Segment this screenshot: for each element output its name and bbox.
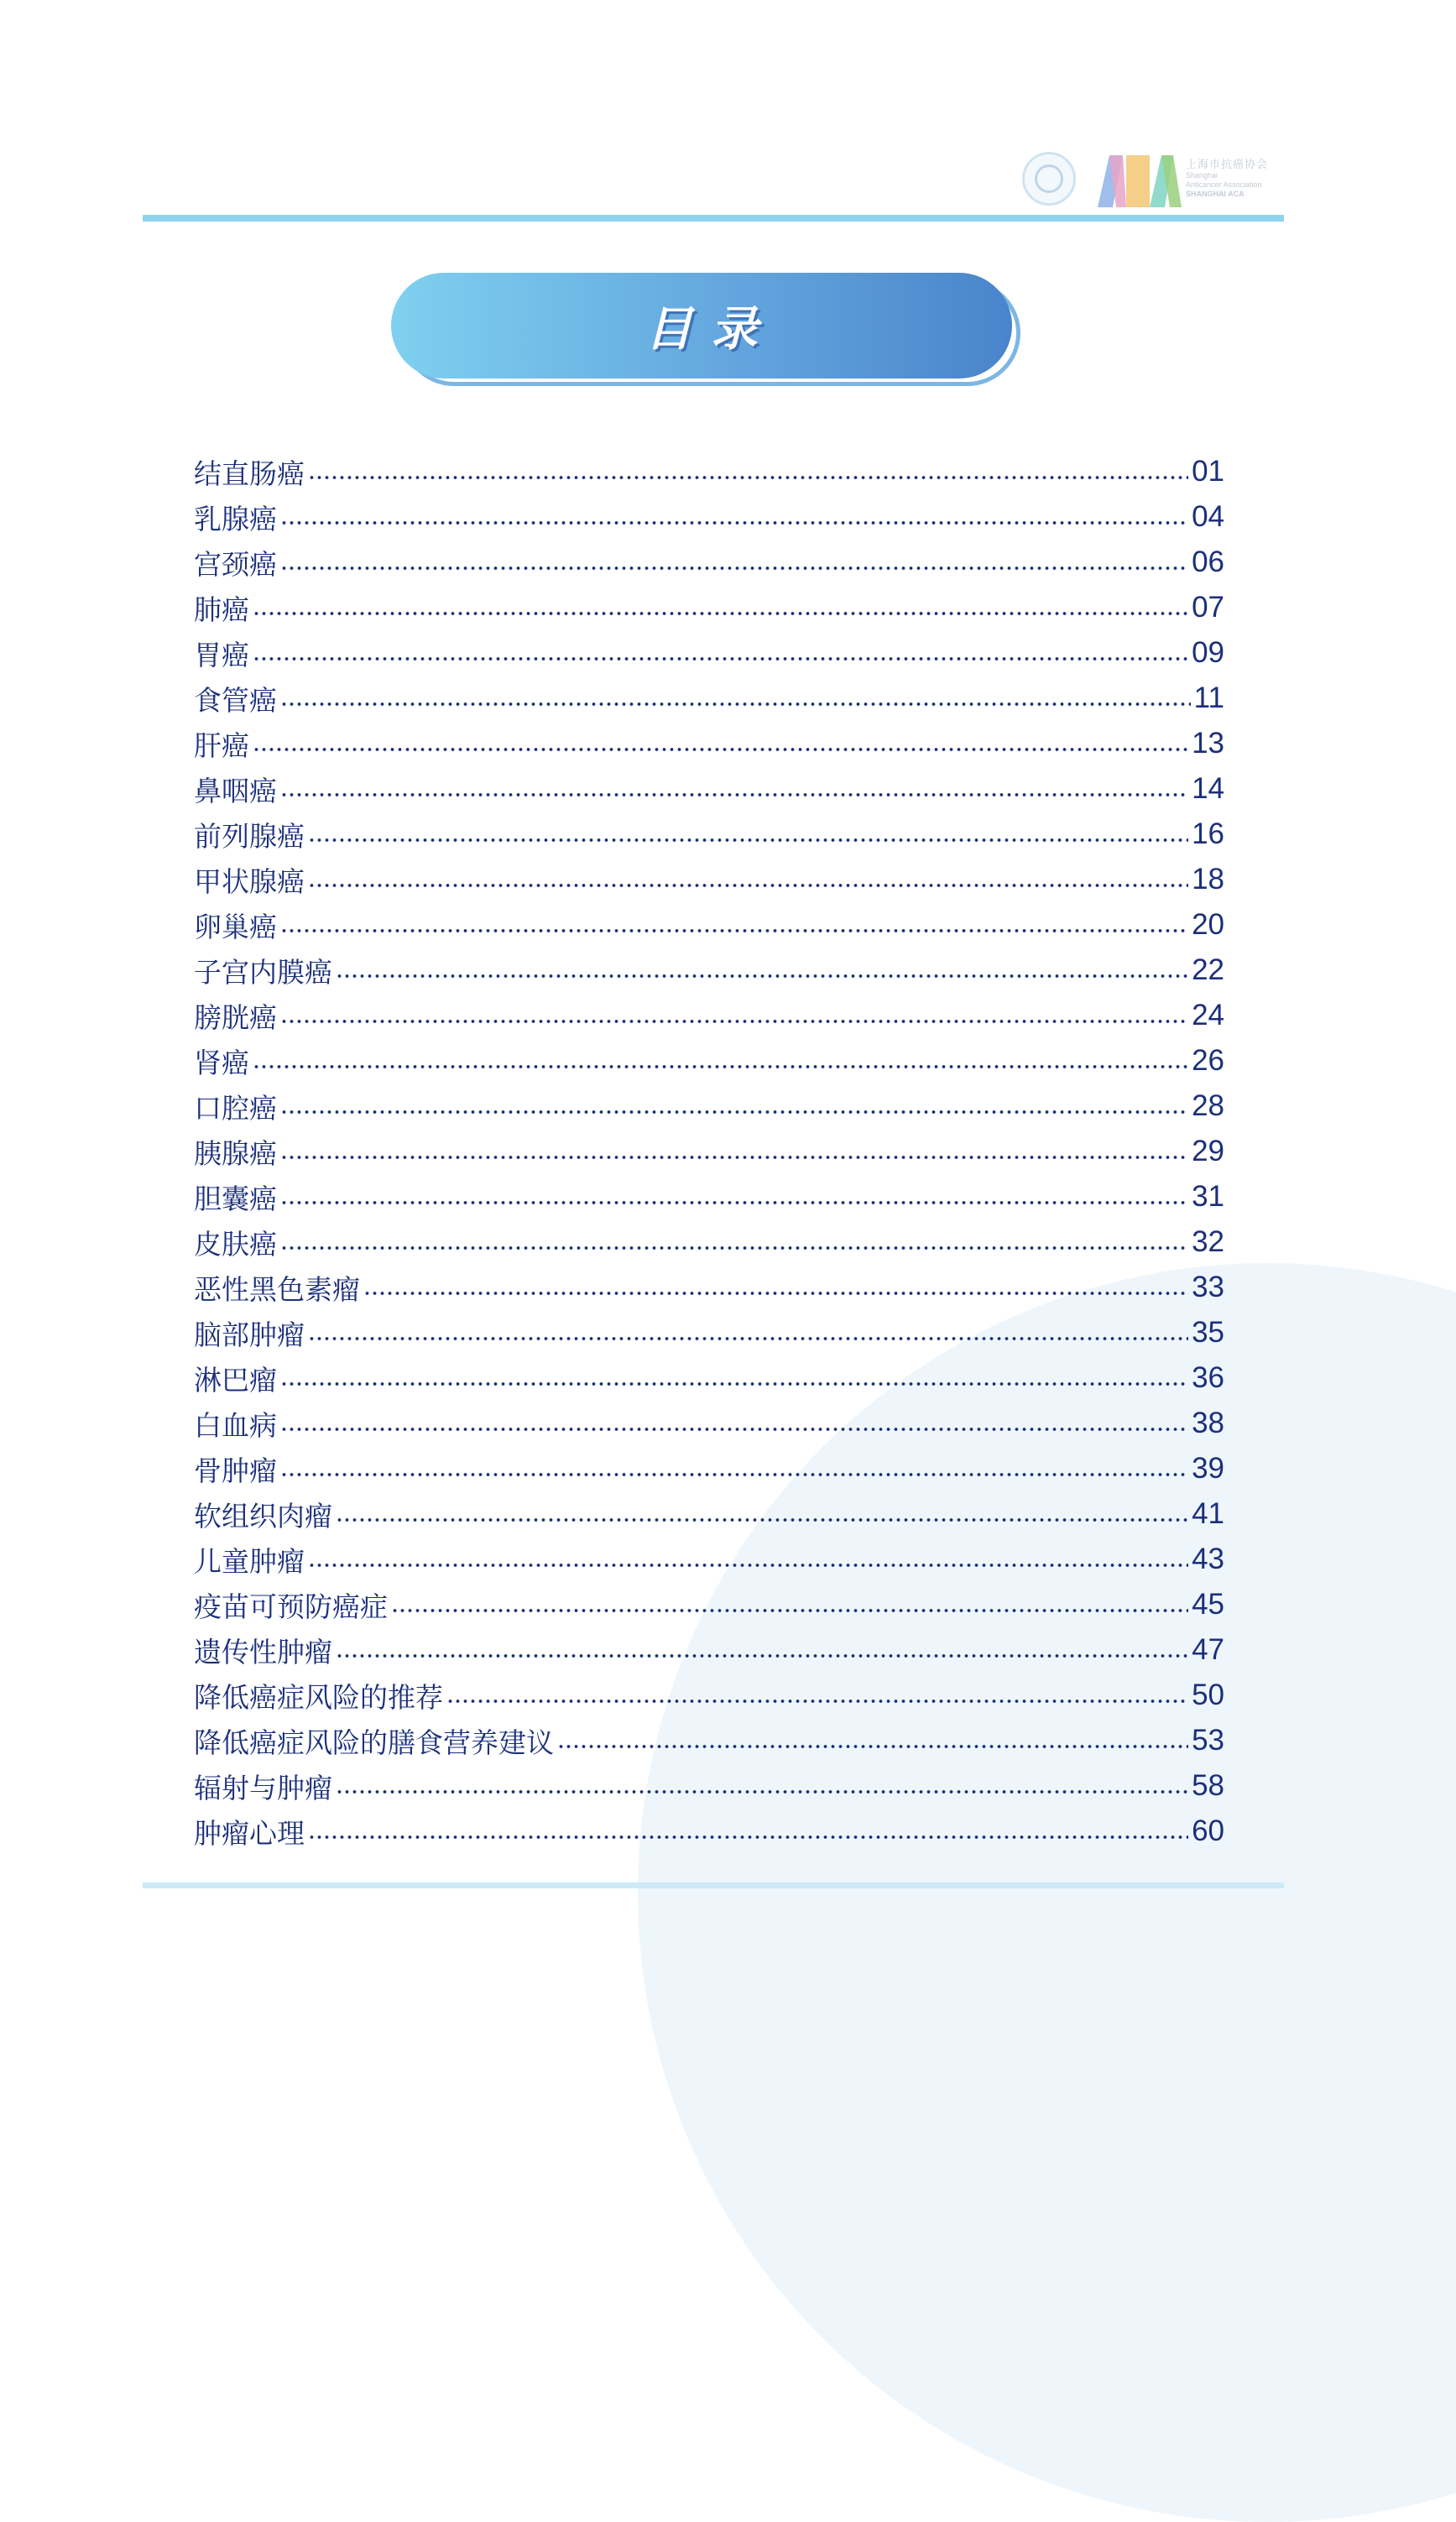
toc-entry[interactable] — [194, 449, 1224, 494]
toc-entry-page-number: 01 — [1192, 455, 1224, 488]
toc-entry-title: 子宫内膜癌 — [194, 955, 332, 989]
toc-entry-page-number: 53 — [1192, 1724, 1224, 1757]
toc-entry[interactable] — [194, 1718, 1224, 1763]
aca-logo-icon — [1098, 155, 1182, 207]
toc-entry[interactable] — [194, 1038, 1224, 1083]
toc-dot-leader — [336, 1518, 1188, 1522]
toc-entry-title: 口腔癌 — [194, 1091, 277, 1125]
toc-dot-leader — [280, 1382, 1188, 1386]
toc-entry-page-number: 28 — [1192, 1089, 1224, 1122]
toc-entry-page-number: 14 — [1192, 772, 1224, 805]
toc-entry-page-number: 50 — [1192, 1679, 1224, 1711]
toc-dot-leader — [363, 1292, 1188, 1295]
toc-dot-leader — [308, 1337, 1188, 1340]
toc-entry-title: 皮肤癌 — [194, 1227, 277, 1261]
toc-dot-leader — [336, 974, 1188, 978]
toc-entry-page-number: 29 — [1192, 1135, 1224, 1167]
toc-entry-page-number: 33 — [1192, 1271, 1224, 1303]
toc-entry-title: 恶性黑色素瘤 — [194, 1272, 360, 1306]
toc-entry[interactable] — [194, 1627, 1224, 1673]
toc-entry-page-number: 58 — [1192, 1769, 1224, 1802]
toc-entry-title: 白血病 — [194, 1408, 277, 1442]
toc-entry-title: 胃癌 — [194, 638, 249, 671]
toc-entry-page-number: 20 — [1192, 908, 1224, 941]
toc-entry-title: 脑部肿瘤 — [194, 1318, 305, 1351]
toc-dot-leader — [253, 612, 1188, 615]
toc-entry-title: 前列腺癌 — [194, 819, 305, 853]
toc-entry-title: 胰腺癌 — [194, 1136, 277, 1170]
toc-entry[interactable] — [194, 1537, 1224, 1582]
toc-entry[interactable] — [194, 1446, 1224, 1491]
toc-entry-title: 肾癌 — [194, 1046, 249, 1079]
toc-entry-title: 结直肠癌 — [194, 457, 305, 490]
toc-entry-title: 肺癌 — [194, 593, 249, 626]
toc-entry[interactable] — [194, 766, 1224, 812]
toc-entry[interactable] — [194, 857, 1224, 902]
toc-entry[interactable] — [194, 1129, 1224, 1174]
toc-entry-page-number: 35 — [1192, 1316, 1224, 1349]
toc-entry-page-number: 16 — [1192, 817, 1224, 850]
toc-dot-leader — [280, 929, 1188, 932]
toc-entry-page-number: 18 — [1192, 863, 1224, 895]
toc-entry-page-number: 43 — [1192, 1543, 1224, 1575]
toc-dot-leader — [308, 838, 1188, 842]
toc-entry-title: 软组织肉瘤 — [194, 1499, 332, 1533]
toc-entry-title: 遗传性肿瘤 — [194, 1635, 332, 1668]
header-divider — [143, 215, 1284, 222]
toc-entry-page-number: 31 — [1192, 1180, 1224, 1213]
toc-entry-title: 鼻咽癌 — [194, 774, 277, 807]
toc-entry-title: 降低癌症风险的膳食营养建议 — [194, 1726, 554, 1759]
page-title: 目录 — [645, 302, 776, 357]
association-name-block — [1186, 158, 1295, 199]
title-pill — [391, 273, 1012, 379]
toc-entry[interactable] — [194, 1219, 1224, 1265]
toc-entry-title: 卵巢癌 — [194, 910, 277, 943]
toc-entry-page-number: 38 — [1192, 1407, 1224, 1439]
toc-entry-page-number: 26 — [1192, 1044, 1224, 1077]
toc-entry[interactable] — [194, 1174, 1224, 1219]
toc-entry[interactable] — [194, 630, 1224, 676]
toc-dot-leader — [280, 1156, 1188, 1159]
toc-entry[interactable] — [194, 1083, 1224, 1129]
association-seal-icon — [1022, 152, 1076, 206]
toc-entry-title: 胆囊癌 — [194, 1182, 277, 1215]
toc-dot-leader — [280, 1110, 1188, 1114]
toc-entry-title: 降低癌症风险的推荐 — [194, 1680, 443, 1714]
toc-entry[interactable] — [194, 494, 1224, 540]
toc-dot-leader — [557, 1745, 1188, 1748]
toc-entry-page-number: 07 — [1192, 591, 1224, 624]
toc-entry[interactable] — [194, 540, 1224, 585]
toc-dot-leader — [280, 702, 1191, 706]
toc-entry-page-number: 24 — [1192, 999, 1224, 1031]
toc-entry[interactable] — [194, 993, 1224, 1038]
toc-dot-leader — [280, 793, 1188, 796]
toc-entry[interactable] — [194, 1265, 1224, 1310]
association-name-en-line1: Shanghai — [1186, 171, 1219, 180]
toc-dot-leader — [308, 1564, 1188, 1567]
toc-entry[interactable] — [194, 1809, 1224, 1854]
toc-entry-title: 乳腺癌 — [194, 502, 277, 535]
toc-entry[interactable] — [194, 1401, 1224, 1446]
toc-entry-page-number: 06 — [1192, 546, 1224, 578]
toc-dot-leader — [280, 1201, 1188, 1204]
toc-entry-page-number: 36 — [1192, 1361, 1224, 1394]
footer-divider — [143, 1882, 1284, 1888]
toc-dot-leader — [308, 884, 1188, 887]
toc-entry-page-number: 13 — [1192, 727, 1224, 760]
toc-entry-title: 宫颈癌 — [194, 547, 277, 581]
toc-dot-leader — [280, 521, 1188, 525]
toc-entry-page-number: 45 — [1192, 1588, 1224, 1621]
toc-dot-leader — [336, 1654, 1188, 1658]
toc-entry[interactable] — [194, 948, 1224, 993]
toc-dot-leader — [336, 1790, 1188, 1794]
toc-entry[interactable] — [194, 1763, 1224, 1809]
toc-dot-leader — [280, 1473, 1188, 1476]
toc-dot-leader — [280, 567, 1188, 570]
toc-entry-page-number: 41 — [1192, 1497, 1224, 1530]
toc-entry[interactable] — [194, 1491, 1224, 1537]
toc-entry-title: 辐射与肿瘤 — [194, 1771, 332, 1804]
toc-dot-leader — [280, 1020, 1188, 1023]
toc-entry-page-number: 32 — [1192, 1225, 1224, 1258]
table-of-contents — [194, 449, 1224, 1854]
toc-entry[interactable] — [194, 902, 1224, 948]
toc-entry-page-number: 22 — [1192, 953, 1224, 986]
toc-entry[interactable] — [194, 1582, 1224, 1627]
toc-entry-title: 疫苗可预防癌症 — [194, 1590, 388, 1623]
toc-entry[interactable] — [194, 676, 1224, 721]
toc-dot-leader — [280, 1428, 1188, 1431]
association-name-en-line2: Anticancer Association — [1186, 180, 1262, 189]
toc-entry-title: 儿童肿瘤 — [194, 1544, 305, 1578]
toc-entry-page-number: 47 — [1192, 1633, 1224, 1666]
toc-entry-title: 甲状腺癌 — [194, 864, 305, 898]
toc-entry-title: 淋巴瘤 — [194, 1363, 277, 1397]
toc-entry-page-number: 09 — [1192, 636, 1224, 669]
toc-entry[interactable] — [194, 1310, 1224, 1355]
toc-dot-leader — [253, 748, 1188, 751]
toc-dot-leader — [253, 1065, 1188, 1068]
toc-entry-page-number: 04 — [1192, 500, 1224, 533]
toc-entry-page-number: 11 — [1193, 681, 1224, 714]
toc-dot-leader — [253, 657, 1188, 661]
toc-entry-page-number: 60 — [1192, 1814, 1224, 1847]
toc-entry-title: 食管癌 — [194, 683, 277, 717]
toc-dot-leader — [308, 1835, 1188, 1839]
toc-entry[interactable] — [194, 1355, 1224, 1401]
toc-entry-title: 肿瘤心理 — [194, 1816, 305, 1850]
toc-entry-title: 肝癌 — [194, 728, 249, 762]
toc-dot-leader — [308, 476, 1188, 479]
association-short-name: SHANGHAI ACA — [1186, 190, 1245, 198]
toc-dot-leader — [391, 1609, 1188, 1612]
association-name-cn: 上海市抗癌协会 — [1186, 158, 1269, 170]
toc-entry-title: 膀胱癌 — [194, 1000, 277, 1034]
toc-entry[interactable] — [194, 812, 1224, 857]
toc-dot-leader — [280, 1246, 1188, 1250]
toc-entry[interactable] — [194, 585, 1224, 630]
toc-entry[interactable] — [194, 1673, 1224, 1718]
toc-entry-page-number: 39 — [1192, 1452, 1224, 1485]
toc-dot-leader — [446, 1700, 1188, 1703]
toc-entry-title: 骨肿瘤 — [194, 1454, 277, 1487]
toc-entry[interactable] — [194, 721, 1224, 766]
